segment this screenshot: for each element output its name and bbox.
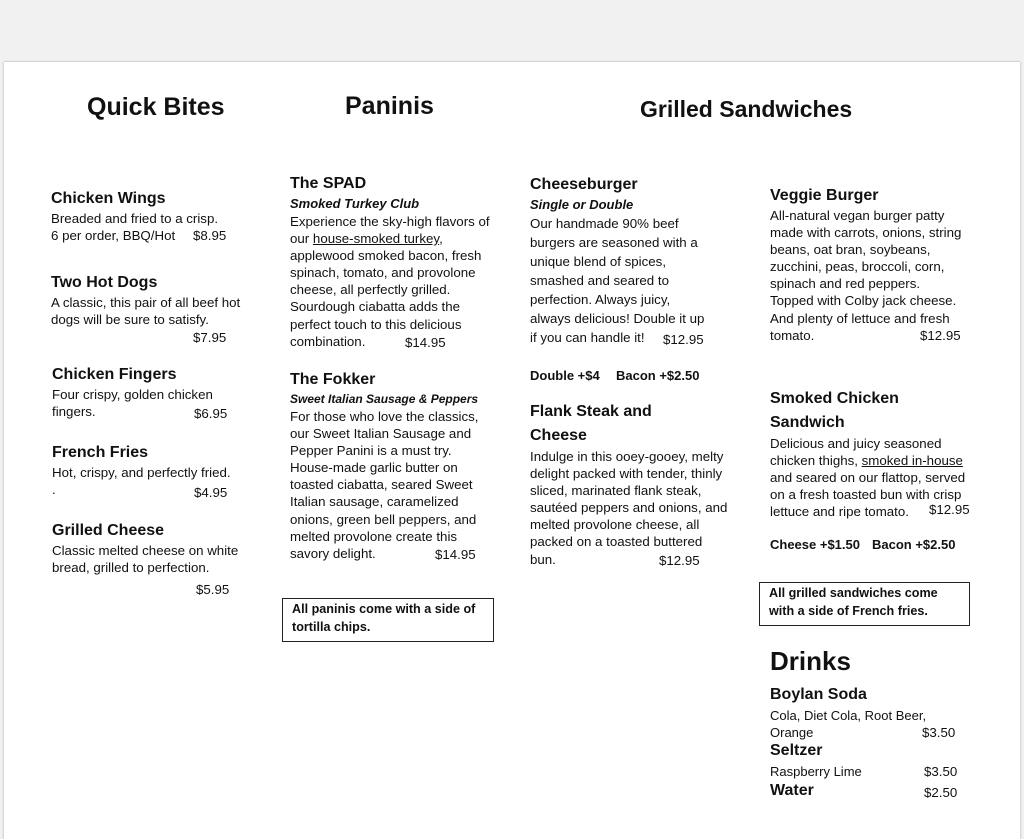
- item-description: Experience the sky-high flavors of our house-smoked turkey, applewood smoked bacon, fresh spinach, tomato, and provolone cheese, all perfectly grilled. Sourdough ciabatta adds the perfect touch to this delicious combination.: [290, 214, 490, 349]
- addon-double: Double +$4: [530, 368, 600, 383]
- item-price: $12.95: [663, 332, 704, 347]
- drink-boylan-soda-name: Boylan Soda: [770, 686, 867, 703]
- quick-bites-heading: Quick Bites: [87, 93, 225, 121]
- item-description: Indulge in this ooey-gooey, melty delight packed with tender, thinly sliced, marinated flank steak, sautéed peppers and onions, and melted provolone cheese, all packed on a toasted buttered bun.: [530, 449, 728, 567]
- item-subtitle: Smoked Turkey Club: [290, 196, 420, 211]
- item-price: $14.95: [435, 547, 476, 562]
- drink-water-name: Water: [770, 782, 814, 799]
- item-price: $6.95: [194, 406, 228, 421]
- item-name: Grilled Cheese: [52, 522, 165, 539]
- menu-item-french-fries: [52, 442, 262, 498]
- drink-seltzer-description: Raspberry Lime: [770, 764, 862, 779]
- item-name: Veggie Burger: [770, 187, 879, 204]
- drink-seltzer-name: Seltzer: [770, 742, 823, 759]
- item-name: Flank Steak and Cheese: [530, 403, 652, 444]
- item-price: $7.95: [193, 330, 227, 345]
- item-price: $8.95: [193, 228, 227, 243]
- item-description: Breaded and fried to a crisp.: [51, 211, 219, 226]
- grilled-sandwiches-heading: Grilled Sandwiches: [640, 96, 853, 122]
- item-description: All-natural vegan burger patty made with carrots, onions, string beans, oat bran, soybeans, zucchini, peas, broccoli, corn, spinach and red peppers. Topped with Colby jack cheese. And plenty of lettuce and fresh tomato.: [770, 208, 962, 343]
- item-name: Two Hot Dogs: [51, 274, 158, 291]
- addon-bacon: Bacon +$2.50: [872, 537, 956, 552]
- menu-item-veggie-burger: [770, 185, 985, 344]
- item-description: For those who love the classics, our Sweet Italian Sausage and Pepper Panini is a must try. House-made garlic butter on toasted ciabatta, seared Sweet Italian sausage, caramelized onions, green bell peppers, and melted provolone create this savory delight.: [290, 409, 479, 561]
- item-description-2: 6 per order, BBQ/Hot: [51, 228, 176, 244]
- drink-boylan-soda-description: Cola, Diet Cola, Root Beer, Orange: [770, 708, 927, 740]
- menu-item-smoked-chicken-sandwich: [770, 387, 985, 520]
- menu-item-flank-steak: [530, 400, 755, 568]
- item-name: Chicken Wings: [51, 190, 166, 207]
- paninis-heading: Paninis: [345, 92, 434, 120]
- menu-item-chicken-fingers: [52, 364, 262, 420]
- drink-seltzer-price: $3.50: [924, 764, 958, 779]
- item-description: Our handmade 90% beef burgers are seasoned with a unique blend of spices, smashed and seared to perfection. Always juicy, always delicious! Double it up if you can handle it!: [530, 216, 705, 345]
- item-description: Four crispy, golden chicken fingers.: [52, 387, 213, 420]
- item-price: $12.95: [659, 553, 700, 568]
- paninis-side-note: All paninis come with a side of tortilla chips.: [282, 598, 494, 642]
- menu-item-cheeseburger: [530, 174, 750, 347]
- item-description: Classic melted cheese on white bread, grilled to perfection.: [52, 543, 239, 576]
- item-name: Cheeseburger: [530, 176, 638, 193]
- item-subtitle: Sweet Italian Sausage & Peppers: [290, 392, 479, 406]
- menu-item-the-fokker: [290, 369, 510, 562]
- item-name: The Fokker: [290, 371, 376, 388]
- item-subtitle: Single or Double: [530, 197, 634, 212]
- item-price: $4.95: [194, 485, 228, 500]
- addon-bacon: Bacon +$2.50: [616, 368, 700, 383]
- menu-item-chicken-wings: [51, 188, 261, 244]
- menu-item-grilled-cheese: [52, 520, 262, 597]
- item-name: French Fries: [52, 444, 149, 461]
- item-price: $14.95: [405, 335, 446, 350]
- menu-page: [4, 62, 1020, 839]
- item-name: Chicken Fingers: [52, 366, 177, 383]
- drinks-heading: Drinks: [770, 646, 851, 676]
- item-price: $12.95: [929, 502, 970, 517]
- item-name: The SPAD: [290, 175, 367, 192]
- menu-item-two-hot-dogs: [51, 272, 261, 345]
- drink-boylan-soda-price: $3.50: [922, 725, 956, 740]
- item-description: Hot, crispy, and perfectly fried. .: [52, 465, 231, 498]
- item-name: Smoked Chicken Sandwich: [770, 390, 899, 431]
- menu-item-the-spad: [290, 173, 510, 350]
- item-description: A classic, this pair of all beef hot dogs will be sure to satisfy.: [51, 295, 241, 328]
- drink-water-price: $2.50: [924, 785, 958, 800]
- addon-cheese: Cheese +$1.50: [770, 537, 860, 552]
- item-price: $5.95: [196, 582, 230, 597]
- item-price: $12.95: [920, 328, 961, 343]
- item-description: Delicious and juicy seasoned chicken thighs, smoked in-house and seared on our flattop, served on a fresh toasted bun with crisp lettuce and ripe tomato.: [770, 436, 966, 520]
- grilled-side-note: All grilled sandwiches come with a side of French fries.: [759, 582, 970, 626]
